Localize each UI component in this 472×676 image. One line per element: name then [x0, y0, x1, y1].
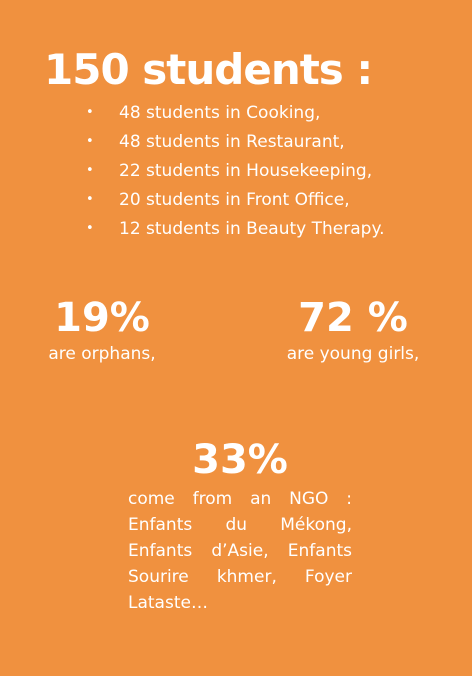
program-count-text: 20 students in Front Office, [119, 189, 350, 210]
list-item [86, 156, 384, 185]
bullet-icon: • [86, 105, 94, 120]
list-item [86, 98, 384, 127]
ngo-caption: come from an NGO : Enfants du Mékong, Enfants d’Asie, Enfants Sourire khmer, Foyer Lataste… [128, 489, 352, 613]
list-item [86, 214, 384, 243]
young-girls-stat [280, 294, 426, 366]
bullet-icon: • [86, 221, 94, 236]
orphans-stat [40, 294, 164, 366]
students-headline: 150 students : [44, 45, 373, 94]
list-item [86, 127, 384, 156]
orphans-percentage: 19% [54, 295, 150, 341]
ngo-stat [128, 436, 352, 616]
bullet-icon: • [86, 163, 94, 178]
orphans-caption: are orphans, [48, 344, 156, 364]
program-count-text: 48 students in Restaurant, [119, 131, 345, 152]
young-girls-percentage: 72 % [298, 295, 408, 341]
young-girls-caption: are young girls, [286, 344, 420, 364]
program-count-text: 12 students in Beauty Therapy. [119, 218, 385, 239]
list-item [86, 185, 384, 214]
program-count-text: 48 students in Cooking, [119, 102, 321, 123]
ngo-percentage: 33% [192, 437, 288, 483]
program-count-text: 22 students in Housekeeping, [119, 160, 373, 181]
program-breakdown-list [86, 98, 384, 243]
bullet-icon: • [86, 192, 94, 207]
bullet-icon: • [86, 134, 94, 149]
